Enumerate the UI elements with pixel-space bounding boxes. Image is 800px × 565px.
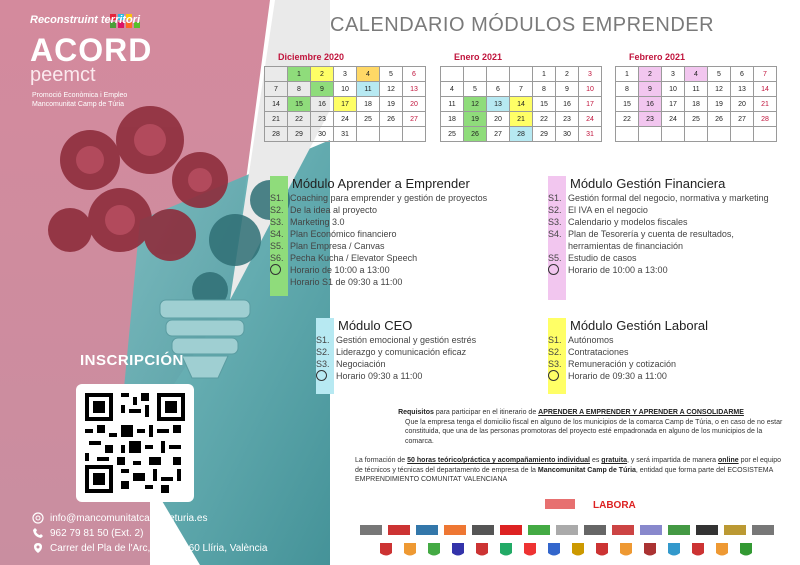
session-code: S3.: [548, 217, 562, 227]
calendar-week: [441, 67, 602, 82]
calendar-day: 6: [487, 82, 510, 97]
calendar-day: 16: [556, 97, 579, 112]
module-aprender: [270, 176, 540, 288]
calendar-day: 19: [380, 97, 403, 112]
calendar-day: 3: [334, 67, 357, 82]
calendar-grid: [264, 66, 426, 142]
calendar-day: 5: [464, 82, 487, 97]
module-session: [548, 252, 788, 264]
calendar-day: 24: [334, 112, 357, 127]
requirements-body: Que la empresa tenga el domicilio fiscal en alguno de los municipios de la comarca Camp de Túria, o en caso de no estar constituida, que una de las personas promotoras del proyecto esté empadronada en alguno de los municipios de la comarca.: [405, 418, 783, 445]
contact-address-text: Carrer del Pla de l'Arc, s/n, 46160 Llíria, València: [50, 542, 268, 554]
calendar-day: 11: [441, 97, 464, 112]
calendar-day: 2: [556, 67, 579, 82]
calendar-day: 1: [533, 67, 556, 82]
calendar-day: 21: [265, 112, 288, 127]
clock-icon: [316, 370, 327, 381]
module-hours-2: Horario S1 de 09:30 a 11:00: [290, 277, 403, 287]
calendar-day: 13: [403, 82, 426, 97]
calendar-day: 21: [754, 97, 777, 112]
calendar-day: 25: [685, 112, 708, 127]
module-session: [316, 334, 536, 346]
session-code: S5.: [548, 253, 562, 263]
session-code: S2.: [548, 205, 562, 215]
session-text: Marketing 3.0: [290, 217, 345, 227]
calendar-day: 28: [510, 127, 533, 142]
calendar-day: 3: [662, 67, 685, 82]
calendar-day: 4: [685, 67, 708, 82]
calendar-day: [265, 67, 288, 82]
contact-email[interactable]: [32, 512, 207, 524]
contact-address: [32, 542, 267, 554]
calendar-week: [265, 97, 426, 112]
calendar-week: [441, 112, 602, 127]
clock-icon: [548, 264, 559, 275]
calendar-day: 31: [579, 127, 602, 142]
module-title: Módulo Gestión Financiera: [570, 176, 726, 191]
calendar-day: 23: [556, 112, 579, 127]
qr-code-icon: [85, 393, 185, 493]
calendar-day: 24: [579, 112, 602, 127]
calendar-day: 27: [403, 112, 426, 127]
calendar-week: [616, 97, 777, 112]
module-session: [270, 252, 540, 264]
calendar-day: [441, 67, 464, 82]
calendar-day: 17: [579, 97, 602, 112]
session-text: Plan de Tesorería y cuenta de resultados, herramientas de financiación: [568, 229, 734, 251]
formation-block: La formación de 50 horas teórico/práctica y acompañamiento individual es gratuita, y será impartida de manera online por el equipo de técnicos y técnicas del departamento de empresa de la Mancomunitat Camp de Túria, entidad que forma parte del ECOSISTEMA EMPRENDIMIENTO COMUNITAT VALENCIANA: [355, 457, 782, 484]
calendar-day: 28: [265, 127, 288, 142]
calendar-day: 28: [754, 112, 777, 127]
calendar-day: 11: [357, 82, 380, 97]
calendar-day: 2: [311, 67, 334, 82]
session-text: Gestión emocional y gestión estrés: [336, 335, 477, 345]
session-text: Calendario y modelos fiscales: [568, 217, 688, 227]
calendar-title: Enero 2021: [454, 52, 503, 62]
calendar-day: 20: [403, 97, 426, 112]
email-icon: [32, 512, 44, 524]
session-code: S1.: [316, 335, 330, 345]
calendar-day: 27: [731, 112, 754, 127]
calendar-day: 7: [265, 82, 288, 97]
calendar-day: 22: [288, 112, 311, 127]
module-session: [548, 204, 788, 216]
contact-email-text: info@mancomunitatcampdeturia.es: [50, 512, 208, 524]
calendar-week: [616, 82, 777, 97]
calendar-day: 4: [357, 67, 380, 82]
brand-logo-word: ACORD: [30, 32, 153, 68]
session-text: Plan Económico financiero: [290, 229, 397, 239]
calendar-day: 12: [380, 82, 403, 97]
calendar-day: 10: [662, 82, 685, 97]
calendar-january: [440, 52, 602, 142]
sponsor-logos-strip: [350, 495, 790, 559]
module-hours: Horario de 10:00 a 13:00: [548, 264, 788, 276]
calendar-day: 15: [288, 97, 311, 112]
calendar-day: 15: [533, 97, 556, 112]
module-session: [548, 228, 788, 252]
calendar-day: [510, 67, 533, 82]
calendar-day: 19: [464, 112, 487, 127]
calendar-day: 13: [487, 97, 510, 112]
calendar-february: [615, 52, 777, 142]
calendar-day: 26: [380, 112, 403, 127]
calendar-day: 16: [639, 97, 662, 112]
calendar-week: [616, 112, 777, 127]
calendar-day: 22: [616, 112, 639, 127]
calendar-day: 2: [639, 67, 662, 82]
session-code: S2.: [548, 347, 562, 357]
calendar-day: 29: [288, 127, 311, 142]
calendar-day: 9: [556, 82, 579, 97]
calendar-day: 8: [288, 82, 311, 97]
page-title: CALENDARIO MÓDULOS EMPRENDER: [330, 14, 715, 36]
session-text: Plan Empresa / Canvas: [290, 241, 385, 251]
calendar-title: Diciembre 2020: [278, 52, 345, 62]
calendar-day: 1: [616, 67, 639, 82]
calendar-day: 21: [510, 112, 533, 127]
calendar-day: [357, 127, 380, 142]
calendar-day: 18: [441, 112, 464, 127]
session-code: S3.: [548, 359, 562, 369]
calendar-day: [403, 127, 426, 142]
session-code: S2.: [270, 205, 284, 215]
calendar-day: [380, 127, 403, 142]
module-title: Módulo Aprender a Emprender: [292, 176, 470, 191]
session-code: S1.: [548, 193, 562, 203]
qr-code[interactable]: [76, 384, 194, 502]
session-text: De la idea al proyecto: [290, 205, 378, 215]
module-hours: Horario 09:30 a 11:00: [316, 370, 536, 382]
clock-icon: [270, 264, 281, 275]
calendar-day: 30: [556, 127, 579, 142]
session-code: S1.: [270, 193, 284, 203]
mancomunitat-logo: [545, 499, 575, 509]
module-session: [316, 346, 536, 358]
calendar-day: 8: [533, 82, 556, 97]
sponsor-logos: [350, 495, 790, 559]
session-code: S3.: [270, 217, 284, 227]
calendar-day: 14: [510, 97, 533, 112]
session-text: Remuneración y cotización: [568, 359, 677, 369]
calendar-day: [639, 127, 662, 142]
calendar-day: 7: [510, 82, 533, 97]
module-financiera: [548, 176, 788, 276]
session-text: Coaching para emprender y gestión de proyectos: [290, 193, 488, 203]
calendar-day: 20: [487, 112, 510, 127]
calendar-day: 14: [754, 82, 777, 97]
session-text: Pecha Kucha / Elevator Speech: [290, 253, 418, 263]
brand-promo-line2: Mancomunitat Camp de Túria: [32, 101, 125, 108]
calendar-grid: [615, 66, 777, 142]
calendar-day: [685, 127, 708, 142]
calendar-day: 1: [288, 67, 311, 82]
module-session: [270, 228, 540, 240]
module-hours: Horario de 10:00 a 13:00: [270, 264, 540, 276]
calendar-week: [265, 127, 426, 142]
session-text: Liderazgo y comunicación eficaz: [336, 347, 467, 357]
module-session: [548, 334, 778, 346]
calendar-grid: [440, 66, 602, 142]
calendar-day: 24: [662, 112, 685, 127]
calendar-day: [731, 127, 754, 142]
calendar-day: 5: [708, 67, 731, 82]
phone-icon: [32, 527, 44, 539]
calendar-day: 23: [639, 112, 662, 127]
calendar-day: [662, 127, 685, 142]
brand-tagline: Reconstruint territori: [30, 14, 141, 26]
calendar-week: [441, 82, 602, 97]
calendar-week: [265, 67, 426, 82]
module-laboral: [548, 318, 778, 382]
calendar-day: 12: [464, 97, 487, 112]
calendar-day: [464, 67, 487, 82]
calendar-day: 7: [754, 67, 777, 82]
requirements-heading: Requisitos para participar en el itinerario de APRENDER A EMPRENDER Y APRENDER A CONSOLIDARME: [398, 409, 744, 416]
requirements-block: [355, 408, 787, 446]
calendar-day: 6: [403, 67, 426, 82]
calendar-day: 9: [311, 82, 334, 97]
calendar-day: 10: [334, 82, 357, 97]
calendar-day: 13: [731, 82, 754, 97]
calendar-day: 30: [311, 127, 334, 142]
calendar-day: 17: [334, 97, 357, 112]
calendar-day: 26: [708, 112, 731, 127]
calendar-day: 6: [731, 67, 754, 82]
calendar-day: 20: [731, 97, 754, 112]
calendar-week: [616, 127, 777, 142]
calendar-day: 25: [357, 112, 380, 127]
session-code: S4.: [548, 229, 562, 239]
module-hours: Horario de 09:30 a 11:00: [548, 370, 778, 382]
calendar-day: 19: [708, 97, 731, 112]
module-session: [270, 204, 540, 216]
calendar-day: 18: [357, 97, 380, 112]
module-session: [548, 358, 778, 370]
clock-icon: [548, 370, 559, 381]
session-text: Contrataciones: [568, 347, 629, 357]
session-code: S3.: [316, 359, 330, 369]
calendar-day: [754, 127, 777, 142]
module-session: [548, 216, 788, 228]
calendar-day: 14: [265, 97, 288, 112]
calendar-week: [441, 127, 602, 142]
calendar-day: 9: [639, 82, 662, 97]
module-session: [270, 216, 540, 228]
calendar-day: 12: [708, 82, 731, 97]
module-title: Módulo CEO: [338, 318, 413, 333]
module-session: [548, 192, 788, 204]
inscription-heading: INSCRIPCIÓN: [80, 352, 184, 369]
calendar-day: 29: [533, 127, 556, 142]
session-text: Autónomos: [568, 335, 614, 345]
calendar-day: 23: [311, 112, 334, 127]
module-session: [270, 240, 540, 252]
calendar-week: [441, 97, 602, 112]
calendar-day: 16: [311, 97, 334, 112]
calendar-day: 8: [616, 82, 639, 97]
calendar-day: 26: [464, 127, 487, 142]
module-session: [548, 346, 778, 358]
module-title: Módulo Gestión Laboral: [570, 318, 709, 333]
module-session: [316, 358, 536, 370]
calendar-day: 3: [579, 67, 602, 82]
labora-logo: LABORA: [593, 500, 636, 511]
calendar-day: [487, 67, 510, 82]
session-code: S1.: [548, 335, 562, 345]
calendar-day: 5: [380, 67, 403, 82]
session-code: S5.: [270, 241, 284, 251]
session-code: S4.: [270, 229, 284, 239]
brand-promo-line1: Promoció Econòmica i Empleo: [32, 92, 128, 99]
brand-logo-sub: peemct: [30, 64, 96, 86]
calendar-day: 25: [441, 127, 464, 142]
calendar-day: 18: [685, 97, 708, 112]
calendar-title: Febrero 2021: [629, 52, 686, 62]
session-text: Gestión formal del negocio, normativa y marketing: [568, 193, 769, 203]
calendar-day: 31: [334, 127, 357, 142]
calendar-december: [264, 52, 426, 142]
location-pin-icon: [32, 542, 44, 554]
calendar-day: [616, 127, 639, 142]
module-session: [270, 192, 540, 204]
session-text: Negociación: [336, 359, 386, 369]
calendar-week: [616, 67, 777, 82]
contact-phone-text: 962 79 81 50 (Ext. 2): [50, 527, 144, 539]
calendar-day: 11: [685, 82, 708, 97]
calendar-week: [265, 82, 426, 97]
calendar-day: 4: [441, 82, 464, 97]
session-code: S6.: [270, 253, 284, 263]
calendar-day: 17: [662, 97, 685, 112]
contact-phone[interactable]: [32, 527, 143, 539]
calendar-day: 10: [579, 82, 602, 97]
session-text: El IVA en el negocio: [568, 205, 648, 215]
calendar-day: [708, 127, 731, 142]
calendar-day: 15: [616, 97, 639, 112]
session-text: Estudio de casos: [568, 253, 637, 263]
calendar-day: 27: [487, 127, 510, 142]
calendar-week: [265, 112, 426, 127]
module-ceo: [316, 318, 536, 382]
calendar-day: 22: [533, 112, 556, 127]
session-code: S2.: [316, 347, 330, 357]
